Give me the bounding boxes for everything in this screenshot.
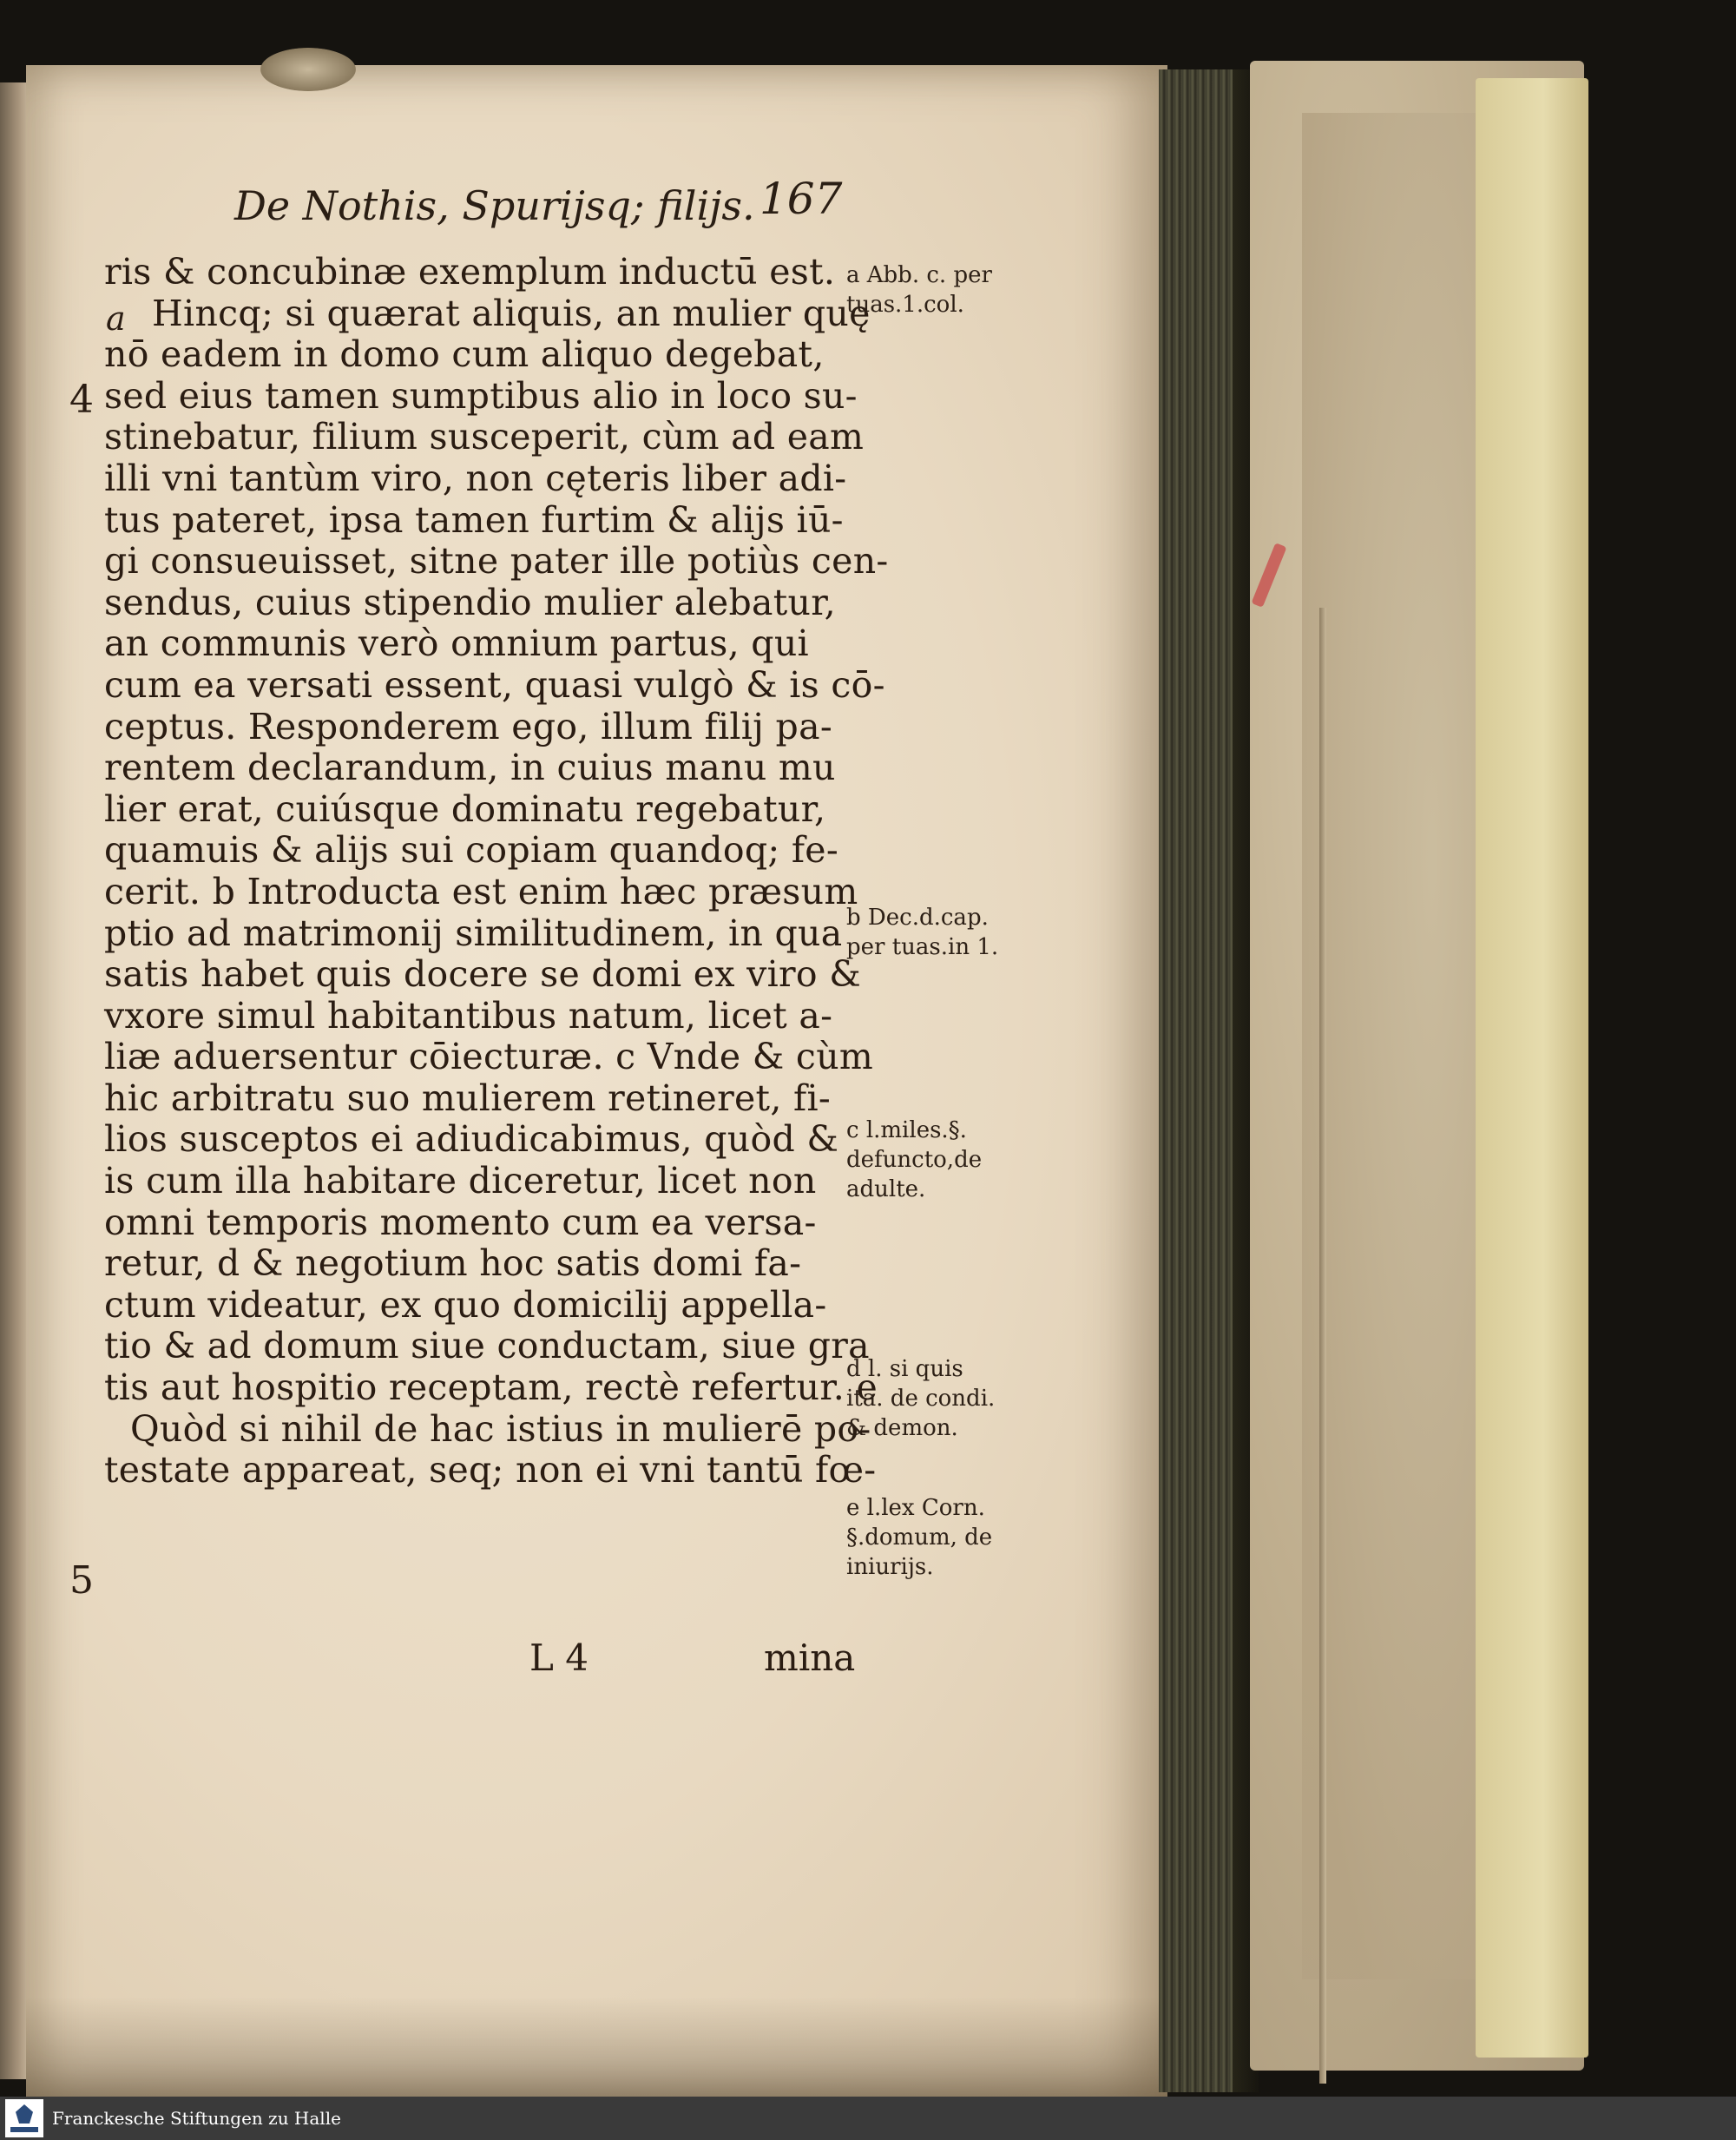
margin-note-line: per tuas.in 1. bbox=[846, 934, 999, 960]
text-line: tio & ad domum siue conductam, siue gra bbox=[104, 1325, 870, 1367]
text-line: retur, d & negotium hoc satis domi fa- bbox=[104, 1242, 802, 1285]
text-line: tis aut hospitio receptam, rectè refertur. e bbox=[104, 1366, 878, 1409]
cover-fold-line bbox=[1319, 608, 1326, 2084]
text-line: vxore simul habitantibus natum, licet a- bbox=[104, 994, 833, 1037]
text-line: nō eadem in domo cum aliquo degebat, bbox=[104, 333, 825, 376]
signature-mark: L 4 bbox=[529, 1636, 589, 1679]
text-line: illi vni tantùm viro, non cęteris liber adi- bbox=[104, 457, 847, 499]
page-number: 167 bbox=[760, 174, 843, 224]
margin-note-d bbox=[846, 1354, 1159, 1443]
footer-institution-name: Franckesche Stiftungen zu Halle bbox=[52, 2108, 341, 2129]
text-line: is cum illa habitare diceretur, licet non bbox=[104, 1160, 817, 1202]
running-head: De Nothis, Spurijsq; filijs. bbox=[234, 182, 755, 229]
margin-note-line: tuas.1.col. bbox=[846, 292, 964, 318]
margin-note-line: defuncto,de bbox=[846, 1147, 983, 1173]
footer-bar bbox=[0, 2097, 1736, 2140]
text-line: Quòd si nihil de hac istius in mulierē po- bbox=[130, 1407, 871, 1450]
margin-note-line: §.domum, de bbox=[846, 1524, 993, 1551]
text-line: rentem declarandum, in cuius manu mu bbox=[104, 747, 836, 789]
text-line: ris & concubinæ exemplum inductū est. bbox=[104, 251, 836, 293]
text-line: hic arbitratu suo mulierem retineret, fi- bbox=[104, 1077, 832, 1119]
margin-note-line: d l. si quis bbox=[846, 1356, 963, 1382]
margin-note-line: adulte. bbox=[846, 1176, 926, 1202]
text-line: ctum videatur, ex quo domicilij appella- bbox=[104, 1283, 827, 1326]
margin-note-line: c l.miles.§. bbox=[846, 1117, 967, 1143]
margin-note-line: & demon. bbox=[846, 1415, 958, 1441]
text-line: sendus, cuius stipendio mulier alebatur, bbox=[104, 581, 836, 623]
catchword: mina bbox=[764, 1636, 856, 1679]
page-bottom-shadow bbox=[26, 1997, 1167, 2097]
text-line: omni temporis momento cum ea versa- bbox=[104, 1201, 817, 1243]
margin-note-line: b Dec.d.cap. bbox=[846, 905, 989, 931]
margin-note-b bbox=[846, 903, 1159, 962]
margin-note-c bbox=[846, 1116, 1159, 1204]
text-line: stinebatur, filium susceperit, cùm ad eam bbox=[104, 416, 865, 458]
margin-note-line: ita. de condi. bbox=[846, 1386, 996, 1412]
text-line: lios susceptos ei adiudicabimus, quòd & bbox=[104, 1118, 839, 1161]
note-marker-a: a bbox=[106, 300, 126, 338]
text-line: quamuis & alijs sui copiam quandoq; fe- bbox=[104, 829, 839, 872]
text-line: tus pateret, ipsa tamen furtim & alijs iū- bbox=[104, 498, 844, 541]
margin-note-line: iniurijs. bbox=[846, 1554, 934, 1580]
margin-note-line: a Abb. c. per bbox=[846, 262, 992, 288]
previous-page-edge bbox=[0, 82, 30, 2079]
text-line: an communis verò omnium partus, qui bbox=[104, 622, 809, 665]
francke-foundation-logo-icon bbox=[5, 2099, 43, 2137]
text-line: Hincq; si quærat aliquis, an mulier quę bbox=[152, 292, 871, 334]
text-line: ceptus. Responderem ego, illum filij pa- bbox=[104, 705, 832, 747]
text-line: lier erat, cuiúsque dominatu regebatur, bbox=[104, 787, 826, 830]
page-block-edge bbox=[1159, 69, 1233, 2092]
section-number-4: 4 bbox=[69, 378, 94, 422]
text-line: satis habet quis docere se domi ex viro & bbox=[104, 953, 861, 996]
vellum-turn-in bbox=[1476, 78, 1588, 2058]
text-line: ptio ad matrimonij similitudinem, in qua bbox=[104, 912, 843, 954]
text-line: testate appareat, seq; non ei vni tantū fœ- bbox=[104, 1449, 877, 1491]
margin-note-e bbox=[846, 1493, 1159, 1582]
text-line: cum ea versati essent, quasi vulgò & is cō- bbox=[104, 663, 885, 706]
text-line: liæ aduersentur cōiecturæ. c Vnde & cùm bbox=[104, 1036, 874, 1078]
binding-thread bbox=[260, 48, 356, 91]
margin-note-line: e l.lex Corn. bbox=[846, 1495, 985, 1521]
section-number-5: 5 bbox=[69, 1558, 94, 1603]
text-line: sed eius tamen sumptibus alio in loco su- bbox=[104, 374, 858, 417]
margin-note-a bbox=[846, 260, 1159, 319]
text-line: gi consueuisset, sitne pater ille potiùs cen- bbox=[104, 540, 889, 583]
text-line: cerit. b Introducta est enim hæc præsum bbox=[104, 870, 858, 912]
